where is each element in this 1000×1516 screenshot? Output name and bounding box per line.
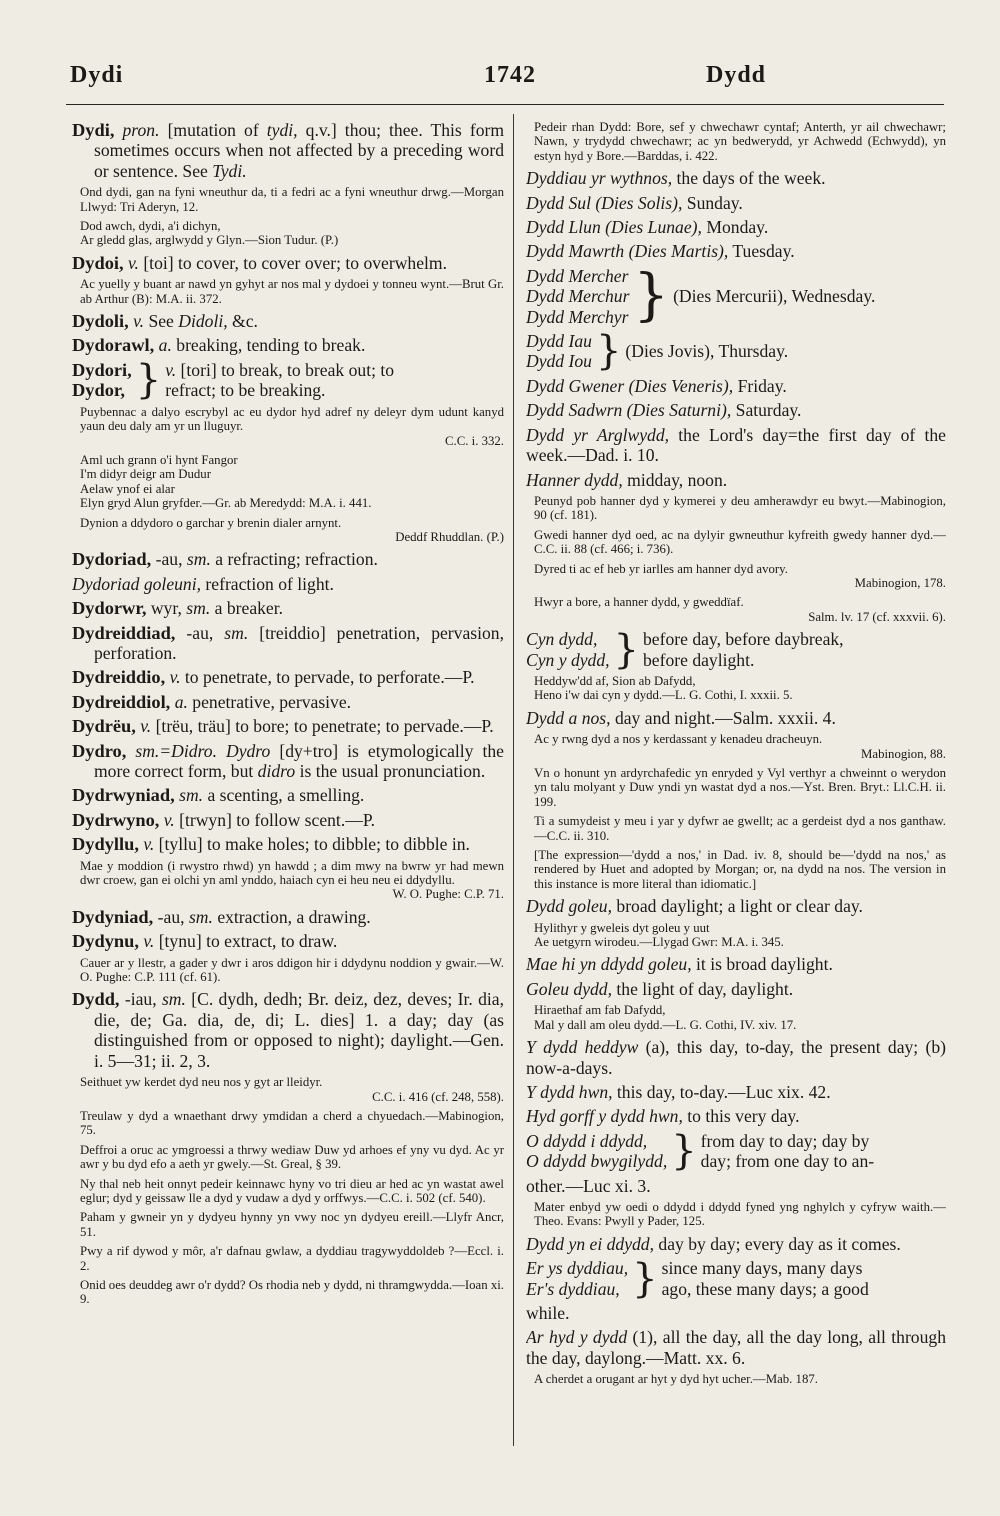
headword: Dydorwr, bbox=[72, 598, 147, 619]
form: didro bbox=[257, 761, 296, 781]
verse-line: Ae uetgyrn wirodeu.—Llygad Gwr: M.A. i. 345. bbox=[534, 935, 784, 950]
definition: day by day; every day as it comes. bbox=[658, 1233, 901, 1254]
definition: is the usual pronunciation. bbox=[299, 761, 486, 781]
citation: Mabinogion, 88. bbox=[861, 746, 946, 761]
definition: to this very day. bbox=[687, 1106, 800, 1127]
quotation: Onid oes deuddeg awr o'r dydd? Os rhodia neb y dydd, ni thramgwydda.—Ioan xi. 9. bbox=[80, 1277, 504, 1307]
definition: the Lord's day=the first day of the week.—Dad. i. 10. bbox=[526, 424, 946, 466]
quotation bbox=[72, 516, 504, 545]
phrase: Y dydd hwn, bbox=[526, 1081, 613, 1102]
entry-dydi bbox=[72, 120, 504, 181]
headword: Dydyniad, bbox=[72, 906, 154, 927]
quotation-text: Puybennac a dalyo escrybyl ac eu dydor hyd adref ny deleyr dym udunt kanyd yaun deu daly am yr un lluguyr. bbox=[80, 404, 504, 434]
part-of-speech: v. bbox=[165, 359, 177, 380]
definition-continuation: while. bbox=[526, 1302, 570, 1323]
subentry bbox=[526, 708, 946, 728]
definition-continuation: other.—Luc xi. 3. bbox=[526, 1175, 651, 1196]
part-of-speech: sm. bbox=[186, 598, 211, 619]
quotation bbox=[526, 562, 946, 591]
plural: -au, bbox=[157, 906, 185, 927]
entry-dydrwyniad bbox=[72, 785, 504, 805]
definition: a scenting, a smelling. bbox=[207, 785, 365, 806]
definition-line: since many days, many days bbox=[661, 1258, 863, 1279]
subentry-thursday bbox=[526, 328, 946, 375]
part-of-speech: v. bbox=[143, 834, 155, 855]
phrase: Hyd gorff y dydd hwn, bbox=[526, 1106, 683, 1127]
subentry bbox=[526, 376, 946, 396]
subentry bbox=[72, 574, 504, 594]
header-rule bbox=[66, 104, 944, 105]
subentry bbox=[526, 425, 946, 466]
subentry bbox=[526, 1106, 946, 1126]
plural: -au, bbox=[186, 622, 214, 643]
definition bbox=[643, 629, 946, 670]
verse-line: Ar gledd glas, arglwydd y Glyn.—Sion Tudur. (P.) bbox=[80, 233, 339, 248]
headword: Dydoli, bbox=[72, 311, 129, 332]
phrase: Dydoriad goleuni, bbox=[72, 573, 202, 594]
phrase: Mae hi yn ddydd goleu, bbox=[526, 954, 692, 975]
quotation-text: Dynion a ddydoro o garchar y brenin dialer arnynt. bbox=[80, 515, 342, 530]
phrase: Dydd Iau bbox=[526, 331, 592, 352]
part-of-speech: v. bbox=[163, 809, 175, 830]
quotation: Ac yuelly y buant ar nawd yn gyhyt ar nos mal y dydoei y tonneu wynt.—Brut Gr. ab Arthur (B): M.A. ii. 372. bbox=[80, 277, 504, 306]
cross-ref: tydi, bbox=[266, 120, 298, 140]
part-of-speech: a. bbox=[158, 335, 172, 356]
definition-line: refract; to be breaking. bbox=[165, 380, 326, 401]
verse-line: Aelaw ynof ei alar bbox=[80, 481, 175, 496]
definition: breaking, tending to break. bbox=[176, 335, 366, 356]
phrase: Er ys dyddiau, bbox=[526, 1258, 629, 1279]
subentry bbox=[526, 1082, 946, 1102]
headword: Dydrëu, bbox=[72, 716, 136, 737]
phrase: Cyn y dydd, bbox=[526, 649, 610, 670]
headword: Dydoi, bbox=[72, 252, 124, 273]
entry-dydro bbox=[72, 741, 504, 782]
column-divider bbox=[513, 114, 514, 1446]
definition: Sunday. bbox=[686, 192, 743, 213]
headword: Dydro, bbox=[72, 740, 127, 761]
subentry bbox=[526, 217, 946, 237]
verse-line: I'm didyr deigr am Dudur bbox=[80, 467, 211, 482]
entry-dydoli bbox=[72, 311, 504, 331]
entry-dydynu bbox=[72, 931, 504, 951]
definition bbox=[662, 1258, 946, 1299]
part-of-speech: v. bbox=[128, 252, 139, 273]
definition: Saturday. bbox=[735, 400, 802, 421]
part-of-speech: sm. bbox=[186, 549, 211, 570]
entry-dydreu bbox=[72, 716, 504, 736]
phrase: Dydd Gwener (Dies Veneris), bbox=[526, 375, 734, 396]
headword: Dydreiddiad, bbox=[72, 622, 176, 643]
definition: (Dies Mercurii), Wednesday. bbox=[673, 286, 876, 307]
quotation-text: Ac y rwng dyd a nos y kerdassant y kenadeu dracheuyn. bbox=[534, 732, 823, 747]
phrase-group bbox=[526, 266, 629, 327]
headword-group bbox=[72, 360, 132, 401]
citation: Deddf Rhuddlan. (P.) bbox=[395, 529, 504, 544]
verse-line: Heddyw'dd af, Sion ab Dafydd, bbox=[534, 673, 696, 688]
subentry bbox=[526, 241, 946, 261]
headword: Dydreiddiol, bbox=[72, 691, 171, 712]
definition: [treiddio] penetration, pervasion, perforation. bbox=[94, 622, 504, 663]
entry-dydreiddiol bbox=[72, 692, 504, 712]
phrase: Dydd goleu, bbox=[526, 896, 612, 917]
headword: Dydoriad, bbox=[72, 549, 152, 570]
headword: Dydyllu, bbox=[72, 834, 139, 855]
definition: a breaker. bbox=[214, 598, 284, 619]
definition: penetrative, pervasive. bbox=[192, 691, 352, 712]
definition: the light of day, daylight. bbox=[616, 978, 794, 999]
brace-glyph: } bbox=[135, 357, 162, 404]
subentry bbox=[526, 1037, 946, 1078]
phrase: Dydd Merchyr bbox=[526, 306, 629, 327]
running-head-left: Dydi bbox=[70, 62, 124, 88]
phrase: Dydd Iou bbox=[526, 351, 592, 372]
definition: [C. dydh, dedh; Br. deiz, dez, deves; Ir. dia, die, de; Ga. dia, de, di; L. dies] 1. a day; day (as distinguished from or opposed to night); daylight.—Gen. i. 5—31; ii. 2, 3. bbox=[94, 989, 504, 1071]
definition: Tuesday. bbox=[732, 241, 795, 262]
part-of-speech: v. bbox=[169, 667, 181, 688]
verse-line: Dod awch, dydi, a'i dichyn, bbox=[80, 219, 221, 234]
entry-dydrwyno bbox=[72, 810, 504, 830]
verse-line: Hylithyr y gweleis dyt goleu y uut bbox=[534, 920, 710, 935]
phrase: Dydd Sul (Dies Solis), bbox=[526, 192, 683, 213]
phrase-group bbox=[526, 1258, 628, 1299]
subentry-wednesday bbox=[526, 263, 946, 329]
part-of-speech: a. bbox=[174, 691, 188, 712]
definition: See bbox=[148, 311, 174, 332]
subentry bbox=[526, 896, 946, 916]
subentry bbox=[526, 1234, 946, 1254]
headword: Dydynu, bbox=[72, 931, 139, 952]
quotation bbox=[526, 921, 946, 950]
citation: C.C. i. 332. bbox=[444, 433, 504, 448]
phrase: Dydd yn ei ddydd, bbox=[526, 1233, 655, 1254]
subentry bbox=[526, 470, 946, 490]
definition: this day, to-day.—Luc xix. 42. bbox=[616, 1081, 831, 1102]
phrase: Dydd Mercher bbox=[526, 265, 629, 286]
subentry bbox=[526, 193, 946, 213]
definition-line: before day, before daybreak, bbox=[643, 629, 844, 650]
brace-glyph: } bbox=[633, 263, 670, 329]
headword: Dydorawl, bbox=[72, 335, 155, 356]
citation: Mabinogion, 178. bbox=[854, 575, 946, 590]
form: Dydro bbox=[226, 740, 271, 761]
quotation: Pedeir rhan Dydd: Bore, sef y chwechawr cyntaf; Anterth, yr ail chwechawr; Nawn, y trydydd chwechawr; ac yn bedwerydd, yr Achwedd (Echwydd), yn estyn hyd y Bore.—Barddas, i. 422. bbox=[534, 120, 946, 163]
subentry bbox=[526, 954, 946, 974]
quotation: Pwy a rif dywod y môr, a'r dafnau gwlaw, a dyddiau tragywyddoldeb ?—Eccl. i. 2. bbox=[80, 1244, 504, 1273]
definition-line: [tori] to break, to break out; to bbox=[180, 359, 395, 380]
quotation-text: Mae y moddion (i rwystro rhwd) yn hawdd ; a dim mwy na bwrw yr had mewn dwr croew, gan ei olchi yn aml ynddo, haiach cyn ei heu neu ei ddydyllu. bbox=[80, 858, 504, 888]
plural: -iau, bbox=[124, 989, 157, 1010]
quotation bbox=[72, 1075, 504, 1104]
definition-line: ago, these many days; a good bbox=[661, 1278, 869, 1299]
part-of-speech: v. bbox=[133, 311, 145, 332]
entry-dydd bbox=[72, 989, 504, 1071]
quotation bbox=[72, 859, 504, 902]
phrase: Dydd Mawrth (Dies Martis), bbox=[526, 241, 729, 262]
definition bbox=[701, 1131, 946, 1172]
subentry bbox=[526, 400, 946, 420]
part-of-speech: pron. bbox=[122, 120, 160, 140]
cross-ref: Didoli, bbox=[178, 311, 228, 332]
brace-glyph: } bbox=[613, 626, 639, 673]
definition: [trwyn] to follow scent.—P. bbox=[179, 809, 376, 830]
definition: Monday. bbox=[706, 217, 769, 238]
headword: Dydd, bbox=[72, 989, 120, 1010]
phrase: Hanner dydd, bbox=[526, 469, 623, 490]
entry-dydori bbox=[72, 357, 504, 404]
definition: (a), this day, to-day, the present day; (b) now-a-days. bbox=[526, 1037, 946, 1078]
definition: the days of the week. bbox=[676, 168, 826, 189]
quotation bbox=[72, 405, 504, 448]
entry-dydyniad bbox=[72, 907, 504, 927]
phrase: Dydd yr Arglwydd, bbox=[526, 424, 670, 445]
definition: Friday. bbox=[737, 375, 787, 396]
quotation bbox=[526, 595, 946, 624]
definition: refraction of light. bbox=[205, 573, 334, 594]
right-column bbox=[526, 120, 946, 1392]
entry-dydoriad bbox=[72, 549, 504, 569]
citation: Salm. lv. 17 (cf. xxxvii. 6). bbox=[808, 609, 946, 624]
definition: it is broad daylight. bbox=[696, 954, 833, 975]
phrase: Cyn dydd, bbox=[526, 629, 598, 650]
part-of-speech: v. bbox=[140, 716, 152, 737]
definition: (1), all the day, all the day long, all through the day, daylong.—Matt. xx. 6. bbox=[526, 1327, 946, 1368]
headword: Dydrwyno, bbox=[72, 809, 160, 830]
quotation: Ny thal neb heit onnyt pedeir keinnawc hyny vo tri dieu ar hed ac yn wastat awel eglur; dyd y geissaw lle a dyd y vudaw a dyd y orffwys.—C.C. i. 502 (cf. 540). bbox=[80, 1176, 504, 1205]
definition: to penetrate, to pervade, to perforate.—P. bbox=[184, 667, 475, 688]
quotation-text: Seithuet yw kerdet dyd neu nos y gyt ar lleidyr. bbox=[80, 1075, 323, 1090]
citation: W. O. Pughe: C.P. 71. bbox=[392, 887, 504, 902]
subentry bbox=[526, 168, 946, 188]
part-of-speech: sm.=Didro. bbox=[135, 740, 217, 761]
subentry bbox=[526, 1327, 946, 1368]
verse-line: Heno i'w dai cyn y dydd.—L. G. Cothi, I. xxxii. 5. bbox=[534, 688, 793, 703]
part-of-speech: sm. bbox=[179, 785, 204, 806]
quotation-text: Dyred ti ac ef heb yr iarlles am hanner dyd avory. bbox=[534, 561, 788, 576]
plural: wyr, bbox=[150, 598, 182, 619]
phrase: Dyddiau yr wythnos, bbox=[526, 168, 673, 189]
quotation: Paham y gwneir yn y dydyeu hynny yn vwy noc yn dydyeu ereill.—Llyfr Ancr, 51. bbox=[80, 1210, 504, 1239]
headword: Dydi, bbox=[72, 120, 115, 140]
citation: C.C. i. 416 (cf. 248, 558). bbox=[372, 1089, 504, 1104]
definition: (Dies Jovis), Thursday. bbox=[625, 341, 789, 362]
definition: [trëu, träu] to bore; to penetrate; to pervade.—P. bbox=[155, 716, 494, 737]
phrase: Dydd Sadwrn (Dies Saturni), bbox=[526, 400, 732, 421]
quotation: Ond dydi, gan na fyni wneuthur da, ti a fedri ac a fyni wneuthur drwg.—Morgan Llwyd: Tri Aderyn, 12. bbox=[80, 185, 504, 214]
phrase: Y dydd heddyw bbox=[526, 1037, 639, 1058]
definition: midday, noon. bbox=[627, 469, 728, 490]
definition: &c. bbox=[232, 311, 258, 332]
quotation: Mater enbyd yw oedi o ddydd i ddydd fyned yng nghylch y cyfryw waith.—Theo. Evans: Pwyll y Pader, 125. bbox=[534, 1199, 946, 1229]
headword: Dydori, bbox=[72, 359, 132, 380]
phrase-group bbox=[526, 629, 610, 670]
entry-dydreiddiad bbox=[72, 623, 504, 664]
definition-line: day; from one day to an- bbox=[700, 1151, 875, 1172]
quotation: Vn o honunt yn ardyrchafedic yn enryded y Vyl verthyr a chweinnt o werydon yn talu molyant y Duw yndi yn wastat dyd a nos.—Yst. Bren. Bryt.: Ll.C.H. ii. 199. bbox=[534, 766, 946, 809]
entry-dydorawl bbox=[72, 335, 504, 355]
brace-glyph: } bbox=[632, 1255, 658, 1302]
quotation: Ti a sumydeist y meu i yar y dyfwr ae gwellt; ac a gerdeist dyd a nos ganthaw.—C.C. ii. 310. bbox=[534, 814, 946, 843]
definition: [mutation of bbox=[167, 120, 259, 140]
definition bbox=[165, 360, 394, 401]
verse-line: Aml uch grann o'i hynt Fangor bbox=[80, 452, 238, 467]
part-of-speech: sm. bbox=[161, 989, 186, 1010]
definition: [dy+tro] is etymologically the more correct form, but bbox=[94, 740, 504, 781]
running-head-right: Dydd bbox=[706, 62, 767, 88]
part-of-speech: v. bbox=[143, 931, 155, 952]
phrase-group bbox=[526, 1131, 667, 1172]
quotation bbox=[526, 1003, 946, 1032]
definition: broad daylight; a light or clear day. bbox=[616, 896, 863, 917]
page-number: 1742 bbox=[484, 62, 536, 88]
quotation bbox=[72, 219, 504, 248]
subentry bbox=[526, 979, 946, 999]
definition: a refracting; refraction. bbox=[215, 549, 378, 570]
quotation: Treulaw y dyd a wnaethant drwy ymdidan a cherd a chyuedach.—Mabinogion, 75. bbox=[80, 1108, 504, 1138]
definition: [tyllu] to make holes; to dibble; to dibble in. bbox=[158, 834, 470, 855]
verse-line: Elyn gryd Alun gryfder.—Gr. ab Meredydd: M.A. i. 441. bbox=[80, 496, 372, 511]
brace-glyph: } bbox=[671, 1128, 697, 1175]
phrase: Dydd a nos, bbox=[526, 707, 611, 728]
subentry-day-to-day bbox=[526, 1128, 946, 1175]
definition: [tynu] to extract, to draw. bbox=[158, 931, 338, 952]
verse-line: Mal y dall am oleu dydd.—L. G. Cothi, IV. xiv. 17. bbox=[534, 1017, 797, 1032]
quotation: Peunyd pob hanner dyd y kymerei y deu amherawdyr eu bwyt.—Mabinogion, 90 (cf. 181). bbox=[534, 493, 946, 523]
subentry-before-day bbox=[526, 626, 946, 673]
editorial-note: [The expression—'dydd a nos,' in Dad. iv. 8, should be—'dydd na nos,' as rendered by Huet and adopted by Morgan; or, na dydd na nos. The version in this instance is more literal than idiomatic.] bbox=[534, 848, 946, 891]
quotation-text: Hwyr a bore, a hanner dydd, y gweddïaf. bbox=[534, 595, 744, 610]
entry-dydyllu bbox=[72, 834, 504, 854]
headword: Dydor, bbox=[72, 380, 125, 401]
verse-line: Hiraethaf am fab Dafydd, bbox=[534, 1003, 666, 1018]
phrase: Goleu dydd, bbox=[526, 978, 612, 999]
quotation bbox=[526, 674, 946, 703]
entry-dydreiddio bbox=[72, 667, 504, 687]
part-of-speech: sm. bbox=[224, 622, 249, 643]
definition: day and night.—Salm. xxxii. 4. bbox=[614, 707, 836, 728]
phrase: Er's dyddiau, bbox=[526, 1278, 620, 1299]
definition: [toi] to cover, to cover over; to overwhelm. bbox=[143, 252, 447, 273]
subentry-many-days bbox=[526, 1255, 946, 1302]
quotation: A cherdet a orugant ar hyt y dyd hyt ucher.—Mab. 187. bbox=[534, 1372, 818, 1387]
entry-dydorwr bbox=[72, 598, 504, 618]
definition-line: from day to day; day by bbox=[700, 1130, 870, 1151]
phrase: Ar hyd y dydd bbox=[526, 1327, 628, 1348]
brace-glyph: } bbox=[595, 328, 622, 375]
headword: Dydreiddio, bbox=[72, 667, 166, 688]
definition: extraction, a drawing. bbox=[217, 906, 371, 927]
phrase: Dydd Llun (Dies Lunae), bbox=[526, 217, 702, 238]
cross-ref: Tydi. bbox=[212, 160, 247, 181]
entry-dydoi bbox=[72, 253, 504, 273]
quotation bbox=[72, 453, 504, 511]
phrase: O ddydd bwygilydd, bbox=[526, 1151, 668, 1172]
definition-line: before daylight. bbox=[643, 649, 755, 670]
quotation: Deffroi a oruc ac ymgroessi a thrwy wediaw Duw yd arhoes ef yny vu dyd. Ac yr awr y bu dyd efo a aeth yr gwely.—St. Greal, § 39. bbox=[80, 1142, 504, 1172]
quotation: Cauer ar y llestr, a gader y dwr i aros ddigon hir i ddydynu noddion y gwair.—W. O. Pughe: C.P. 111 (cf. 61). bbox=[80, 955, 504, 985]
quotation: Gwedi hanner dyd oed, ac na dylyir gwneuthur kyfreith gwedy hanner dyd.—C.C. ii. 88 (cf. 466; i. 736). bbox=[534, 527, 946, 557]
left-column bbox=[72, 120, 504, 1312]
part-of-speech: sm. bbox=[188, 906, 213, 927]
quotation bbox=[526, 732, 946, 761]
headword: Dydrwyniad, bbox=[72, 785, 175, 806]
plural: -au, bbox=[155, 549, 183, 570]
definition: q.v.] thou; thee. This form sometimes occurs when not affected by a preceding word or sentence. See bbox=[94, 120, 504, 181]
phrase-group bbox=[526, 331, 592, 372]
phrase: O ddydd i ddydd, bbox=[526, 1130, 648, 1151]
phrase: Dydd Merchur bbox=[526, 286, 630, 307]
